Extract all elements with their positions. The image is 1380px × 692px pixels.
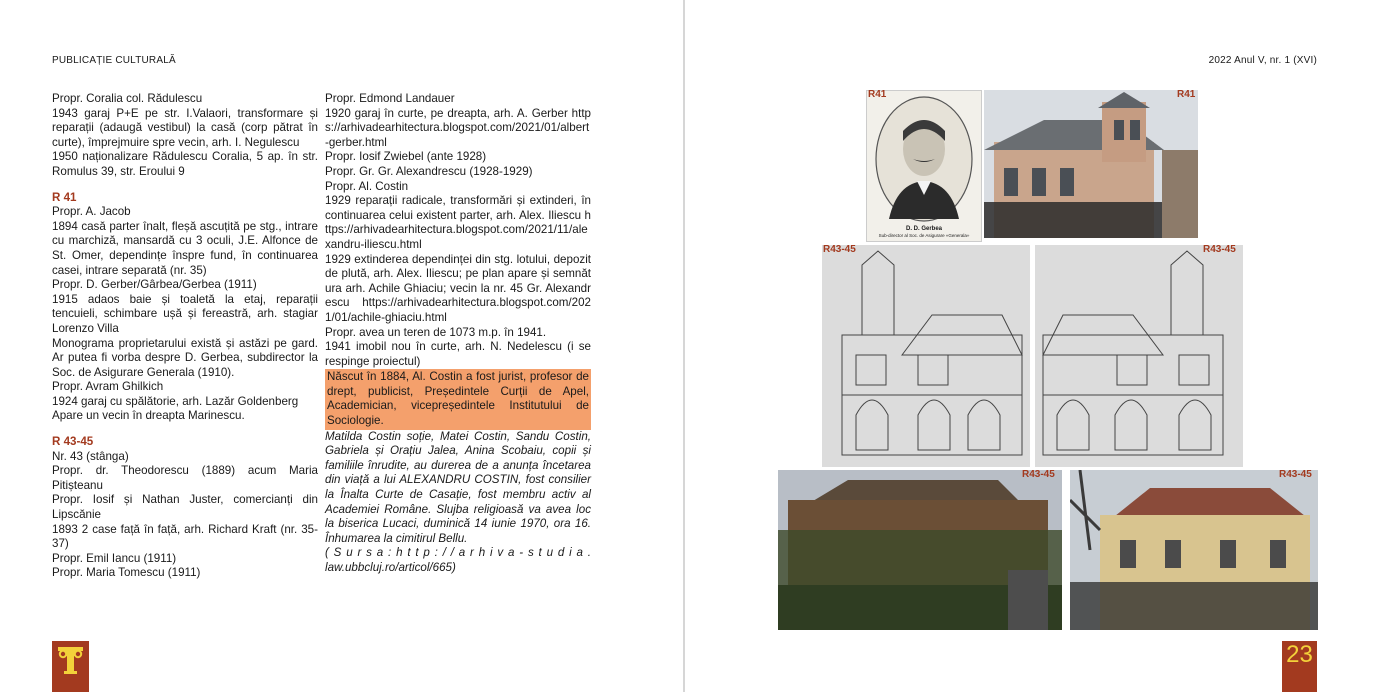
paragraph: Propr. Iosif Zwiebel (ante 1928)	[325, 150, 487, 164]
photo-tag: R43-45	[1279, 469, 1312, 480]
text-column-2	[325, 92, 591, 576]
paragraph: Propr. A. Jacob	[52, 205, 131, 219]
section-heading-r41: R 41	[52, 190, 77, 204]
page-number: 23	[1282, 641, 1317, 692]
paragraph: Propr. Iosif și Nathan Juster, comercianți din Lipscănie	[52, 493, 318, 522]
obituary-text: Matilda Costin soție, Matei Costin, Sandu Costin, Gabriela și Orațiu Jalea, Anina Scobaiu, copii și familiile înrudite, au durerea de a anunța încetarea din viață a lui ALEXANDRU COSTIN, fost consilier la Înalta Curte de Casație, fost membru activ al Academiei Române. Slujba religioasă va avea loc la biserica Lucaci, duminică 14 iunie 1970, ora 16. Înhumarea la cimitirul Bellu.	[325, 429, 591, 545]
paragraph: Propr. avea un teren de 1073 m.p. în 1941.	[325, 325, 547, 339]
paragraph: Propr. Gr. Gr. Alexandrescu (1928-1929)	[325, 164, 533, 178]
paragraph: 1924 garaj cu spălătorie, arh. Lazăr Goldenberg	[52, 394, 299, 408]
paragraph: 1894 casă parter înalt, fleșă ascuțită pe stg., intrare cu marchiză, mansardă cu 3 oculi, J.E. Alfonce de St. Omer, dependințe înspre fund, în continuarea casei, intrare separată (nr. 35)	[52, 219, 318, 277]
paragraph: Propr. Emil Iancu (1911)	[52, 551, 177, 565]
paragraph: 1929 reparații radicale, transformări și extinderi, în continuarea celui existent parter, arh. Alex. Iliescu https://arhivadearhitectura.blogspot.com/2021/11/alexandru-iliescu.html	[325, 194, 591, 251]
text-column-1	[52, 92, 318, 581]
photo-tag: R43-45	[823, 244, 856, 255]
house-image	[778, 470, 1062, 630]
house-photo-r41	[984, 90, 1198, 238]
house-image	[984, 90, 1198, 238]
photo-tag: R43-45	[1022, 469, 1055, 480]
portrait-photo	[866, 90, 982, 242]
paragraph: 1950 naționalizare Rădulescu Coralia, 5 ap. în str. Romulus 39, str. Eroului 9	[52, 150, 318, 178]
facade-drawing-image	[1035, 245, 1243, 467]
highlighted-bio: Născut în 1884, Al. Costin a fost jurist, profesor de drept, publicist, Președintele Curții de Apel, Academician, vicepreședintele Institutului de Sociologie.	[325, 369, 591, 429]
paragraph: 1920 garaj în curte, pe dreapta, arh. A. Gerber https://arhivadearhitectura.blogspot.com/2021/01/albert-gerber.html	[325, 106, 591, 149]
paragraph: 1929 extinderea dependinței din stg. lotului, depozit de plută, arh. Alex. Iliescu; pe plan apare și semnătura arh. Achile Ghiaciu; vecin la nr. 45 Gr. Alexandrescu https://arhivadearhitectura.blogspot.com/2021/01/achile-ghiaciu.html	[325, 252, 591, 324]
paragraph: Propr. Edmond Landauer	[325, 92, 455, 105]
house-photo-r43-overgrown	[778, 470, 1062, 630]
photo-tag: R41	[1177, 89, 1196, 100]
paragraph: 1943 garaj P+E pe str. I.Valaori, transformare și reparații (adaugă vestibul) la casă (corp pătrat în curte), împrejmuire spre vecin, arh. I. Negulescu	[52, 106, 318, 149]
publication-logo	[52, 641, 89, 692]
portrait-image	[867, 91, 981, 241]
paragraph: 1915 adaos baie și toaletă la etaj, reparații tencuieli, schimbare ușă și fereastră, arh. stagiar Lorenzo Villa	[52, 292, 318, 335]
paragraph: 1893 2 case față în față, arh. Richard Kraft (nr. 35-37)	[52, 522, 318, 551]
paragraph: 1941 imobil nou în curte, arh. N. Nedelescu (i se respinge proiectul)	[325, 340, 591, 368]
portrait-caption: D. D. Gerbea	[905, 226, 942, 232]
paragraph: Propr. Avram Ghilkich	[52, 380, 164, 394]
paragraph: Propr. Al. Costin	[325, 179, 409, 193]
portrait-subcaption: Sub-director al Soc. de Asigurare «Generala»	[878, 233, 970, 238]
paragraph: Propr. Coralia col. Rădulescu	[52, 92, 203, 105]
left-page	[0, 0, 683, 692]
section-heading-r43-45: R 43-45	[52, 435, 94, 449]
paragraph: Propr. Maria Tomescu (1911)	[52, 566, 201, 580]
paragraph: Apare un vecin în dreapta Marinescu.	[52, 409, 245, 423]
paragraph: Monograma proprietarului există și astăzi pe gard. Ar putea fi vorba despre D. Gerbea, subdirector la Soc. de Asigurare Generala (1910).	[52, 336, 318, 379]
photo-tag: R41	[868, 89, 887, 100]
column-capital-icon	[57, 645, 84, 675]
facade-drawing-right	[1035, 245, 1243, 467]
photo-tag: R43-45	[1203, 244, 1236, 255]
facade-drawing-image	[822, 245, 1030, 467]
paragraph: Nr. 43 (stânga)	[52, 449, 129, 463]
issue-header: 2022 Anul V, nr. 1 (XVI)	[1208, 55, 1317, 66]
house-photo-r43-yellow	[1070, 470, 1318, 630]
publication-header: PUBLICAȚIE CULTURALĂ	[52, 55, 176, 66]
paragraph: Propr. D. Gerber/Gârbea/Gerbea (1911)	[52, 278, 257, 292]
paragraph: Propr. dr. Theodorescu (1889) acum Maria Pitișteanu	[52, 464, 318, 492]
facade-drawing-left	[822, 245, 1030, 467]
source-citation: ( S u r s a : h t t p : / / a r h i v a - s t u d i a . law.ubbcluj.ro/articol/665)	[325, 546, 591, 574]
house-image	[1070, 470, 1318, 630]
